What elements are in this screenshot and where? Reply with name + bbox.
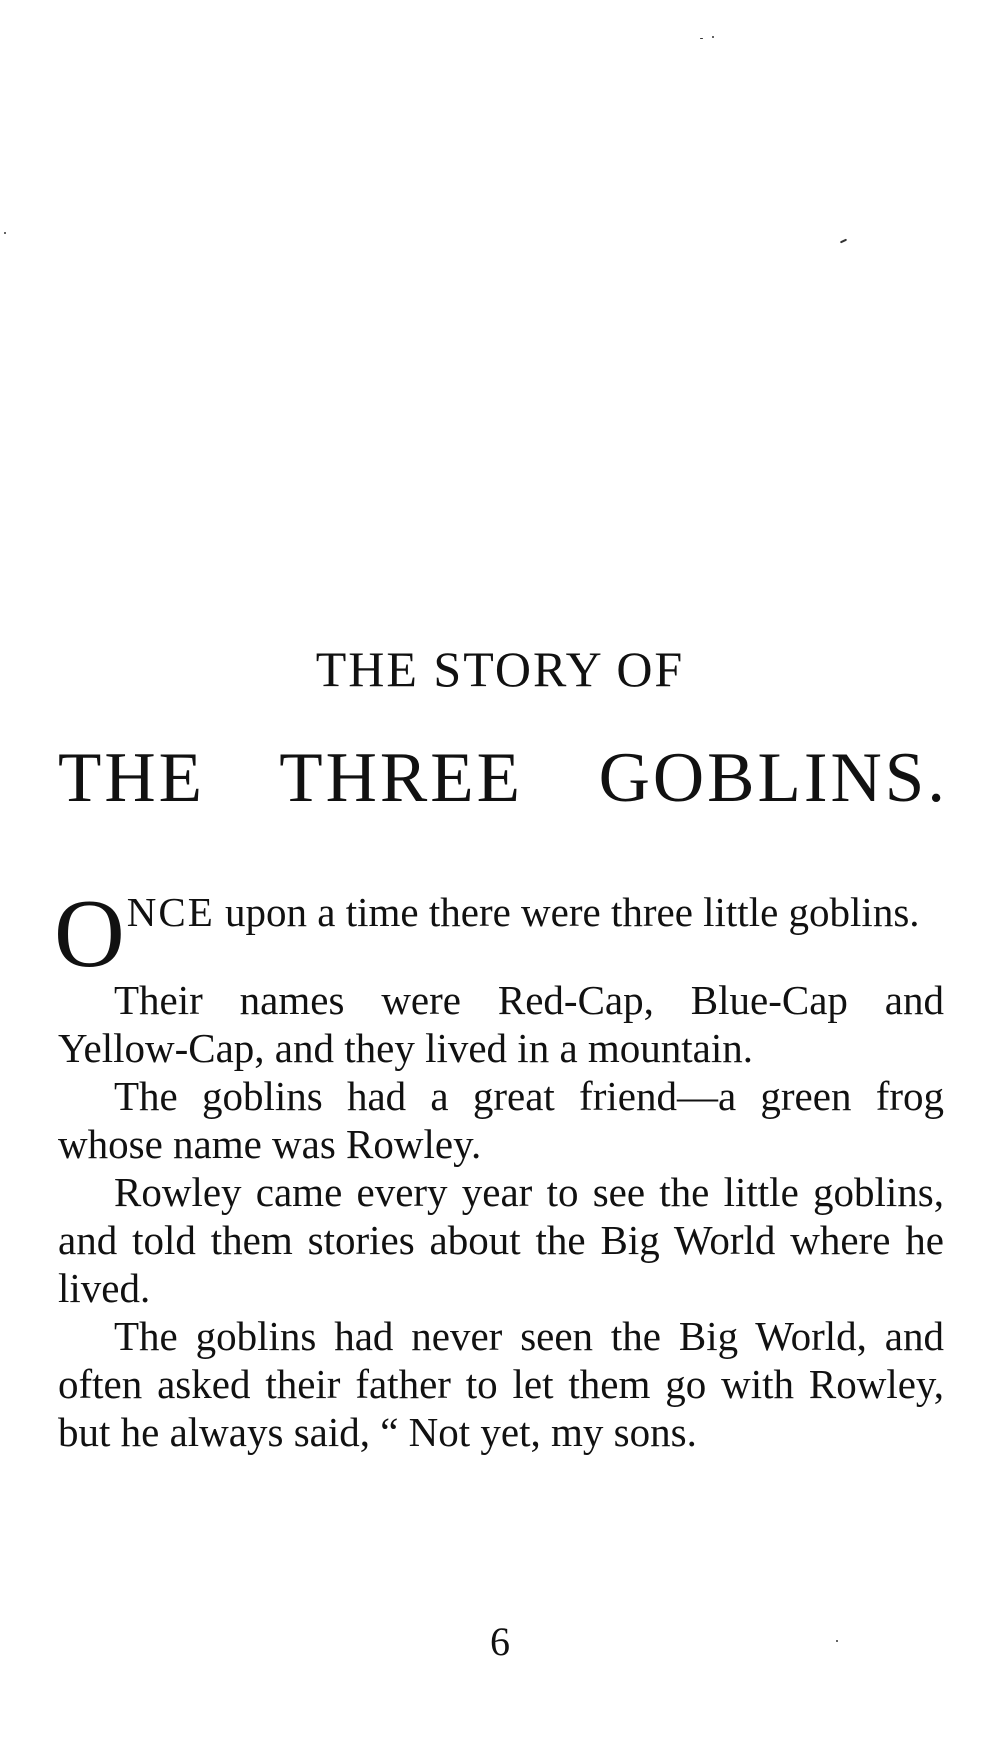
scan-speck [700, 38, 703, 39]
paragraph-opening [54, 880, 944, 988]
page-number: 6 [490, 1619, 510, 1664]
paragraph: The goblins had a great friend—a green frog whose name was Rowley. [58, 1073, 944, 1167]
paragraph: Their names were Red-Cap, Blue-Cap and Yellow-Cap, and they lived in a mountain. [58, 977, 944, 1071]
scan-speck [4, 232, 6, 234]
drop-cap: O [54, 880, 125, 988]
story-title: THE THREE GOBLINS. [58, 739, 948, 817]
story-subtitle: THE STORY OF [315, 641, 685, 697]
opening-word-rest: NCE [126, 889, 215, 935]
paragraph: Rowley came every year to see the little goblins, and told them stories about the Big World where he lived. [58, 1169, 944, 1311]
story-body [54, 880, 944, 1456]
scan-speck [840, 239, 847, 244]
scan-speck [712, 36, 714, 38]
opening-sentence-rest: upon a time there were three little goblins. [214, 889, 920, 935]
paragraph: The goblins had never seen the Big World, and often asked their father to let them go with Rowley, but he always said, “ Not yet, my sons. [58, 1313, 944, 1455]
